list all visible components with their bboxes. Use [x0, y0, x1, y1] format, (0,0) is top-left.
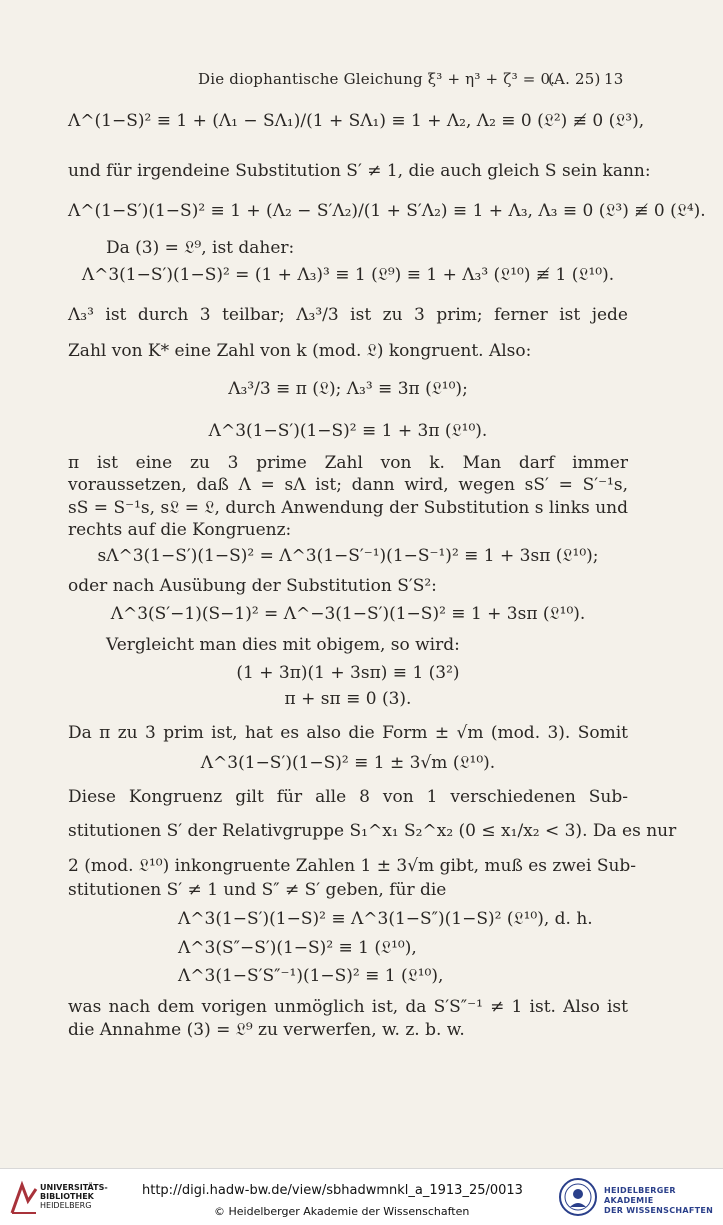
paragraph-4-line-4: rechts auf die Kongruenz:	[68, 520, 292, 540]
equation-8: π + sπ ≡ 0 (3).	[284, 689, 412, 709]
paragraph-9-line-2: die Annahme (3) = 𝔏⁹ zu verwerfen, w. z. b. w.	[68, 1020, 465, 1040]
equation-9: Λ^3(1−S′)(1−S)² ≡ 1 ± 3√m (𝔏¹⁰).	[200, 753, 496, 773]
header-title: Die diophantische Gleichung ξ³ + η³ + ζ³ = 0.	[198, 70, 556, 88]
paragraph-9-line-1: was nach dem vorigen unmöglich ist, da S′S″⁻¹ ≠ 1 ist. Also ist	[68, 997, 628, 1017]
equation-5: sΛ^3(1−S′)(1−S)² = Λ^3(1−S′⁻¹)(1−S⁻¹)² ≡ 1 + 3sπ (𝔏¹⁰);	[97, 546, 599, 566]
academy-seal-icon	[558, 1177, 598, 1217]
copyright-notice: © Heidelberger Akademie der Wissenschaften	[214, 1205, 470, 1218]
source-url-link[interactable]: http://digi.hadw-bw.de/view/sbhadwmnkl_a_1913_25/0013	[142, 1183, 523, 1198]
digitization-footer	[0, 1168, 723, 1225]
library-name: UNIVERSITÄTS- BIBLIOTHEK HEIDELBERG	[40, 1183, 108, 1210]
library-logo-icon	[8, 1179, 42, 1217]
equation-4a: Λ₃³/3 ≡ π (𝔏); Λ₃³ ≡ 3π (𝔏¹⁰);	[228, 379, 468, 399]
equation-2: Λ^(1−S′)(1−S)² ≡ 1 + (Λ₂ − S′Λ₂)/(1 + S′Λ₂) ≡ 1 + Λ₃, Λ₃ ≡ 0 (𝔏³) ≢ 0 (𝔏⁴).	[68, 201, 706, 221]
paragraph-3-line-1: Λ₃³ ist durch 3 teilbar; Λ₃³/3 ist zu 3 prim; ferner ist jede	[68, 305, 628, 325]
paragraph-8-line-2: stitutionen S′ der Relativgruppe S₁^x₁ S₂^x₂ (0 ≤ x₁/x₂ < 3). Da es nur	[68, 821, 677, 841]
equation-3: Λ^3(1−S′)(1−S)² = (1 + Λ₃)³ ≡ 1 (𝔏⁹) ≡ 1 + Λ₃³ (𝔏¹⁰) ≢ 1 (𝔏¹⁰).	[81, 265, 615, 285]
paragraph-7: Da π zu 3 prim ist, hat es also die Form ± √m (mod. 3). Somit	[68, 723, 628, 743]
paragraph-4-line-2: voraussetzen, daß Λ = sΛ ist; dann wird, wegen sS′ = S′⁻¹s,	[68, 475, 628, 495]
equation-6: Λ^3(S′−1)(S−1)² = Λ^−3(1−S′)(1−S)² ≡ 1 + 3sπ (𝔏¹⁰).	[110, 604, 586, 624]
paragraph-8-line-1: Diese Kongruenz gilt für alle 8 von 1 verschiedenen Sub-	[68, 787, 628, 807]
equation-11: Λ^3(S″−S′)(1−S)² ≡ 1 (𝔏¹⁰),	[178, 938, 417, 958]
paragraph-8-line-4: stitutionen S′ ≠ 1 und S″ ≠ S′ geben, für die	[68, 880, 447, 900]
equation-12: Λ^3(1−S′S″⁻¹)(1−S)² ≡ 1 (𝔏¹⁰),	[178, 966, 444, 986]
paragraph-2: Da (3) = 𝔏⁹, ist daher:	[106, 238, 295, 258]
equation-1: Λ^(1−S)² ≡ 1 + (Λ₁ − SΛ₁)/(1 + SΛ₁) ≡ 1 + Λ₂, Λ₂ ≡ 0 (𝔏²) ≢ 0 (𝔏³),	[68, 111, 645, 131]
equation-10: Λ^3(1−S′)(1−S)² ≡ Λ^3(1−S″)(1−S)² (𝔏¹⁰), d. h.	[178, 909, 593, 929]
paragraph-8-line-3: 2 (mod. 𝔏¹⁰) inkongruente Zahlen 1 ± 3√m gibt, muß es zwei Sub-	[68, 856, 637, 876]
header-ref: (A. 25)	[548, 70, 601, 88]
paragraph-3-line-2: Zahl von K* eine Zahl von k (mod. 𝔏) kongruent. Also:	[68, 341, 532, 361]
page-number: 13	[604, 70, 624, 88]
paragraph-5: oder nach Ausübung der Substitution S′S²:	[68, 576, 437, 596]
equation-7: (1 + 3π)(1 + 3sπ) ≡ 1 (3²)	[236, 663, 460, 683]
paragraph-6: Vergleicht man dies mit obigem, so wird:	[106, 635, 460, 655]
paragraph-1: und für irgendeine Substitution S′ ≠ 1, die auch gleich S sein kann:	[68, 161, 651, 181]
paragraph-4-line-3: sS = S⁻¹s, s𝔏 = 𝔏, durch Anwendung der Substitution s links und	[68, 498, 628, 518]
academy-name: HEIDELBERGER AKADEMIE DER WISSENSCHAFTEN	[604, 1186, 714, 1215]
paragraph-4-line-1: π ist eine zu 3 prime Zahl von k. Man darf immer	[68, 453, 628, 473]
equation-4b: Λ^3(1−S′)(1−S)² ≡ 1 + 3π (𝔏¹⁰).	[208, 421, 488, 441]
